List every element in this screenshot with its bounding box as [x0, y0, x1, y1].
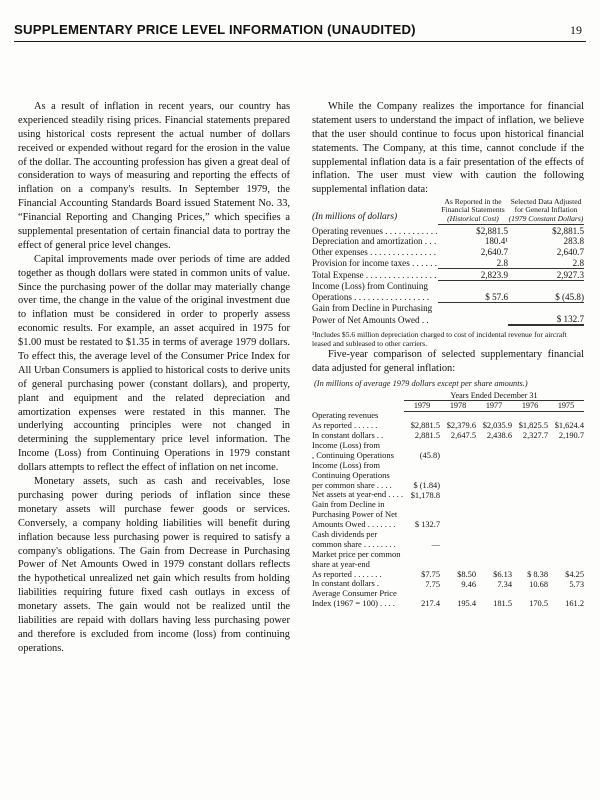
- cell: [440, 441, 476, 451]
- cell: [512, 441, 548, 451]
- row-value-historical: $2,881.5: [476, 225, 508, 236]
- cell: $2,035.9: [482, 421, 512, 431]
- page-number: 19: [570, 23, 582, 37]
- cell: [404, 470, 440, 480]
- cell: [548, 480, 584, 490]
- cell: 195.4: [457, 599, 476, 609]
- cell: 2,327.7: [522, 431, 548, 441]
- cell: $8.50: [457, 569, 476, 579]
- cell: [404, 530, 440, 540]
- cell: 10.68: [529, 579, 548, 589]
- cell: $ (1.84): [413, 480, 440, 490]
- row-value-constant: $ 132.7: [508, 313, 584, 325]
- cell: [440, 470, 476, 480]
- cell: [512, 451, 548, 461]
- row-label: In constant dollars . .: [312, 430, 384, 441]
- cell: [512, 470, 548, 480]
- row-label: Net assets at year-end . . . .: [312, 489, 404, 500]
- row-label: Continuing Operations: [312, 469, 390, 480]
- cell: [476, 540, 512, 550]
- table-header-row: [312, 197, 584, 224]
- row-value-historical: [438, 313, 508, 325]
- row-value-historical: $ 57.6: [438, 291, 508, 302]
- cell: [512, 500, 548, 510]
- header-row: [14, 22, 586, 38]
- cell: 2,438.6: [486, 431, 512, 441]
- cell: [476, 480, 512, 490]
- row-label: Total Expense . . . . . . . . . . . . . . . .: [312, 270, 437, 281]
- cell: [512, 559, 548, 569]
- page-title: SUPPLEMENTARY PRICE LEVEL INFORMATION (UNAUDITED): [14, 22, 416, 37]
- cell: [476, 451, 512, 461]
- cell: [440, 550, 476, 560]
- cell: [512, 480, 548, 490]
- cell: [548, 411, 584, 421]
- cell: 181.5: [493, 599, 512, 609]
- cell: 9.46: [461, 579, 476, 589]
- row-label: Cash dividends per: [312, 528, 378, 539]
- content-columns: [18, 100, 584, 656]
- year-header-1975: 1975: [548, 401, 584, 411]
- table1-units-note: (In millions of dollars): [312, 212, 398, 223]
- cell: $7.75: [421, 569, 440, 579]
- table-row: [312, 550, 584, 560]
- cell: $1,825.5: [518, 421, 548, 431]
- supplemental-inflation-table: [312, 197, 584, 326]
- cell: [548, 559, 584, 569]
- cell: [476, 411, 512, 421]
- row-value-historical: 2.8: [438, 258, 508, 269]
- row-label: As reported . . . . . . .: [312, 568, 382, 579]
- cell: [548, 540, 584, 550]
- table-row: [312, 313, 584, 325]
- year-header-1977: 1977: [476, 401, 512, 411]
- row-label: Average Consumer Price: [312, 588, 397, 599]
- cell: 2,647.5: [450, 431, 476, 441]
- header-line-2: for General Inflation: [514, 205, 578, 215]
- column-header-historical: [438, 197, 508, 224]
- cell: [404, 441, 440, 451]
- cell: [548, 451, 584, 461]
- cell: [440, 461, 476, 471]
- table-row: [312, 291, 584, 302]
- row-value-constant: [508, 281, 584, 292]
- five-year-comparison-table: [312, 391, 584, 609]
- cell: $ 8.38: [527, 569, 548, 579]
- cell: (45.8): [419, 450, 440, 460]
- cell: [476, 441, 512, 451]
- row-label: Operating revenues . . . . . . . . . . . .: [312, 225, 438, 236]
- period-header: Years Ended December 31: [404, 391, 584, 401]
- page-header: [14, 22, 586, 42]
- cell: $ 132.7: [414, 520, 440, 530]
- row-value-historical: [438, 281, 508, 292]
- row-label: Operations . . . . . . . . . . . . . . . . .: [312, 292, 430, 303]
- cell: [476, 500, 512, 510]
- paragraph-company-view: While the Company realizes the importance for financial statement users to understand the impact of inflation, we believe that the user should continue to focus upon historical financial statements. The Company, at this time, cannot conclude if the supplemental inflation data is a fair presentation of the effects of inflation. The user must view with caution the following supplemental inflation data:: [312, 101, 584, 196]
- row-value-historical: 2,823.9: [438, 269, 508, 281]
- cell: $1,624.4: [554, 421, 584, 431]
- header-line-3: (1979 Constant Dollars): [508, 214, 584, 224]
- cell: [404, 559, 440, 569]
- table-row: [312, 470, 584, 480]
- cell: [440, 559, 476, 569]
- table-row: [312, 258, 584, 269]
- paragraph-monetary-assets: Monetary assets, such as cash and receivables, lose purchasing power during periods of inflation since these monetary assets will purchase fewer goods or services. Conversely, a company holding liabilities will benefit during inflation because less purchasing power is required to satisfy a company's obligations. The Gain from Decrease in Purchasing Power of Net Amounts Owed in 1979 constant dollars reflects the hypothetical unrealized net gain which results from holding liabilities requiring future fixed cash outlays in excess of monetary assets. The gain would not be realized until the liabilities are repaid with dollars having less purchasing power and therefore is excluded from income (loss) from continuing operations.: [18, 476, 290, 654]
- cell: [512, 530, 548, 540]
- cell: [548, 530, 584, 540]
- table-row: [312, 225, 584, 236]
- cell: [476, 520, 512, 530]
- left-column: [18, 100, 290, 656]
- cell: $2,881.5: [410, 421, 440, 431]
- cell: 161.2: [565, 599, 584, 609]
- cell: 2,881.5: [414, 431, 440, 441]
- cell: [476, 589, 512, 599]
- paragraph-inflation-intro: As a result of inflation in recent years, our country has experienced steadily rising prices. Financial statements prepared using historical costs represent the actual number of dollars received or expended without regard for the erosion in the value of the dollar. The accounting profession has given a great deal of consideration to ways of measuring and reporting the effects of inflation on a company's results. In September 1979, the Financial Accounting Standards Board issued Statement No. 33, “Financial Reporting and Changing Prices,” which specifies a supplemental presentation of certain financial data to portray the effect of general price level changes.: [18, 101, 290, 251]
- row-value-historical: 2,640.7: [480, 247, 508, 258]
- cell: [476, 550, 512, 560]
- cell: [512, 411, 548, 421]
- row-value-constant: $ (45.8): [508, 291, 584, 302]
- row-label: Income (Loss) from Continuing: [312, 280, 428, 291]
- cell: [548, 520, 584, 530]
- cell: [440, 589, 476, 599]
- cell: [440, 530, 476, 540]
- row-label: per common share . . . .: [312, 479, 392, 490]
- cell: [476, 470, 512, 480]
- cell: [512, 550, 548, 560]
- cell: 5.73: [569, 579, 584, 589]
- cell: [512, 540, 548, 550]
- cell: [440, 411, 476, 421]
- cell: 7.34: [497, 579, 512, 589]
- cell: [548, 470, 584, 480]
- row-label: common share . . . . . . . .: [312, 538, 396, 549]
- cell: [512, 461, 548, 471]
- table-row: [312, 461, 584, 471]
- row-value-constant: $2,881.5: [552, 225, 584, 236]
- cell: [476, 510, 512, 520]
- cell: [404, 510, 440, 520]
- row-value-constant: 2,640.7: [556, 247, 584, 258]
- table-row: [312, 559, 584, 569]
- row-value-constant: 283.8: [563, 236, 584, 247]
- header-line-1: Selected Data Adjusted: [510, 196, 582, 206]
- cell: [404, 500, 440, 510]
- table-row: [312, 247, 584, 258]
- year-header-1978: 1978: [440, 401, 476, 411]
- row-label: Income (Loss) from: [312, 459, 380, 470]
- cell: [440, 480, 476, 490]
- cell: —: [431, 539, 440, 549]
- row-label: Provision for income taxes . . . . . .: [312, 258, 438, 269]
- cell: [440, 510, 476, 520]
- cell: [440, 540, 476, 550]
- row-value-constant: 2.8: [508, 258, 584, 269]
- cell: [476, 530, 512, 540]
- five-year-units-note: (In millions of average 1979 dollars except per share amounts.): [314, 379, 528, 389]
- five-year-period-header-row: [312, 391, 584, 401]
- cell: [404, 550, 440, 560]
- row-label: Other expenses . . . . . . . . . . . . . . .: [312, 247, 437, 258]
- cell: [548, 500, 584, 510]
- paragraph-capital-improvements: Capital improvements made over periods of time are added together as though dollars were stated in common units of value. Since the purchasing power of the dollar may materially change over time, the change in the value of the original investment due to inflation must be considered in order to properly assess economic results. For example, an asset acquired in 1975 for $1.00 must be restated to $1.35 in terms of average 1979 dollars. To effect this, the average level of the Consumer Price Index for All Urban Consumers is applied to historical costs to derive units of general purchasing power (constant dollars), and property, plant and equipment and the related depreciation and amortization expenses were restated in this manner. The underlying accounting principles were not changed in determining the supplementary price level information. The Income (Loss) from Continuing Operations in 1979 constant dollars attempts to reflect the effect of inflation on net income.: [18, 253, 290, 474]
- table-row: [312, 269, 584, 281]
- cell: [548, 461, 584, 471]
- cell: [548, 550, 584, 560]
- cell: [476, 559, 512, 569]
- cell: [440, 500, 476, 510]
- row-label: , Continuing Operations: [312, 449, 394, 460]
- row-label: Depreciation and amortization . . .: [312, 236, 437, 247]
- cell: [440, 490, 476, 500]
- row-label: Index (1967 = 100) . . . .: [312, 598, 395, 609]
- cell: [440, 520, 476, 530]
- row-label: As reported . . . . . .: [312, 420, 378, 431]
- table-row: [312, 236, 584, 247]
- table-row: [312, 599, 584, 609]
- paragraph-five-year-intro: Five-year comparison of selected supplementary financial data adjusted for general inflation:: [312, 349, 584, 375]
- cell: 2,190.7: [558, 431, 584, 441]
- cell: 170.5: [529, 599, 548, 609]
- cell: $4.25: [565, 569, 584, 579]
- cell: [512, 520, 548, 530]
- cell: 217.4: [421, 599, 440, 609]
- cell: [548, 441, 584, 451]
- row-label: In constant dollars .: [312, 578, 380, 589]
- cell: [476, 490, 512, 500]
- row-label: Income (Loss) from: [312, 439, 380, 450]
- cell: 7.75: [425, 579, 440, 589]
- row-value-historical: [438, 303, 508, 314]
- year-header-1976: 1976: [512, 401, 548, 411]
- cell: [476, 461, 512, 471]
- cell: [440, 451, 476, 461]
- row-label: Operating revenues: [312, 410, 379, 421]
- table-row: [312, 303, 584, 314]
- cell: [512, 589, 548, 599]
- cell: [512, 490, 548, 500]
- cell: $6.13: [493, 569, 512, 579]
- cell: $2,379.6: [446, 421, 476, 431]
- table-row: [312, 281, 584, 292]
- table1-footnote: ¹Includes $5.6 million depreciation charged to cost of incidental revenue for aircraft leased and subleased to other carriers.: [312, 330, 567, 349]
- header-line-3: (Historical Cost): [447, 214, 499, 224]
- cell: [512, 510, 548, 520]
- row-value-historical: 180.4¹: [484, 236, 508, 247]
- cell: [404, 461, 440, 471]
- header-rule: [14, 41, 586, 42]
- cell: [404, 589, 440, 599]
- row-label: Purchasing Power of Net: [312, 509, 398, 520]
- header-line-1: As Reported in the: [444, 196, 502, 206]
- cell: [548, 510, 584, 520]
- row-label: Amounts Owed . . . . . . .: [312, 519, 396, 530]
- cell: [404, 411, 440, 421]
- cell: [548, 490, 584, 500]
- column-header-constant: [508, 197, 584, 224]
- row-label: share at year-end: [312, 558, 370, 569]
- row-label: Market price per common: [312, 548, 401, 559]
- header-line-2: Financial Statements: [441, 205, 505, 215]
- row-label: Gain from Decline in: [312, 499, 385, 510]
- right-column: [312, 100, 584, 656]
- year-header-1979: 1979: [404, 401, 440, 411]
- row-value-constant: 2,927.3: [508, 269, 584, 281]
- row-value-constant: [508, 303, 584, 314]
- cell: $1,178.8: [410, 490, 440, 500]
- row-label: Power of Net Amounts Owed . .: [312, 314, 429, 325]
- cell: [548, 589, 584, 599]
- row-label: Gain from Decline in Purchasing: [312, 303, 433, 314]
